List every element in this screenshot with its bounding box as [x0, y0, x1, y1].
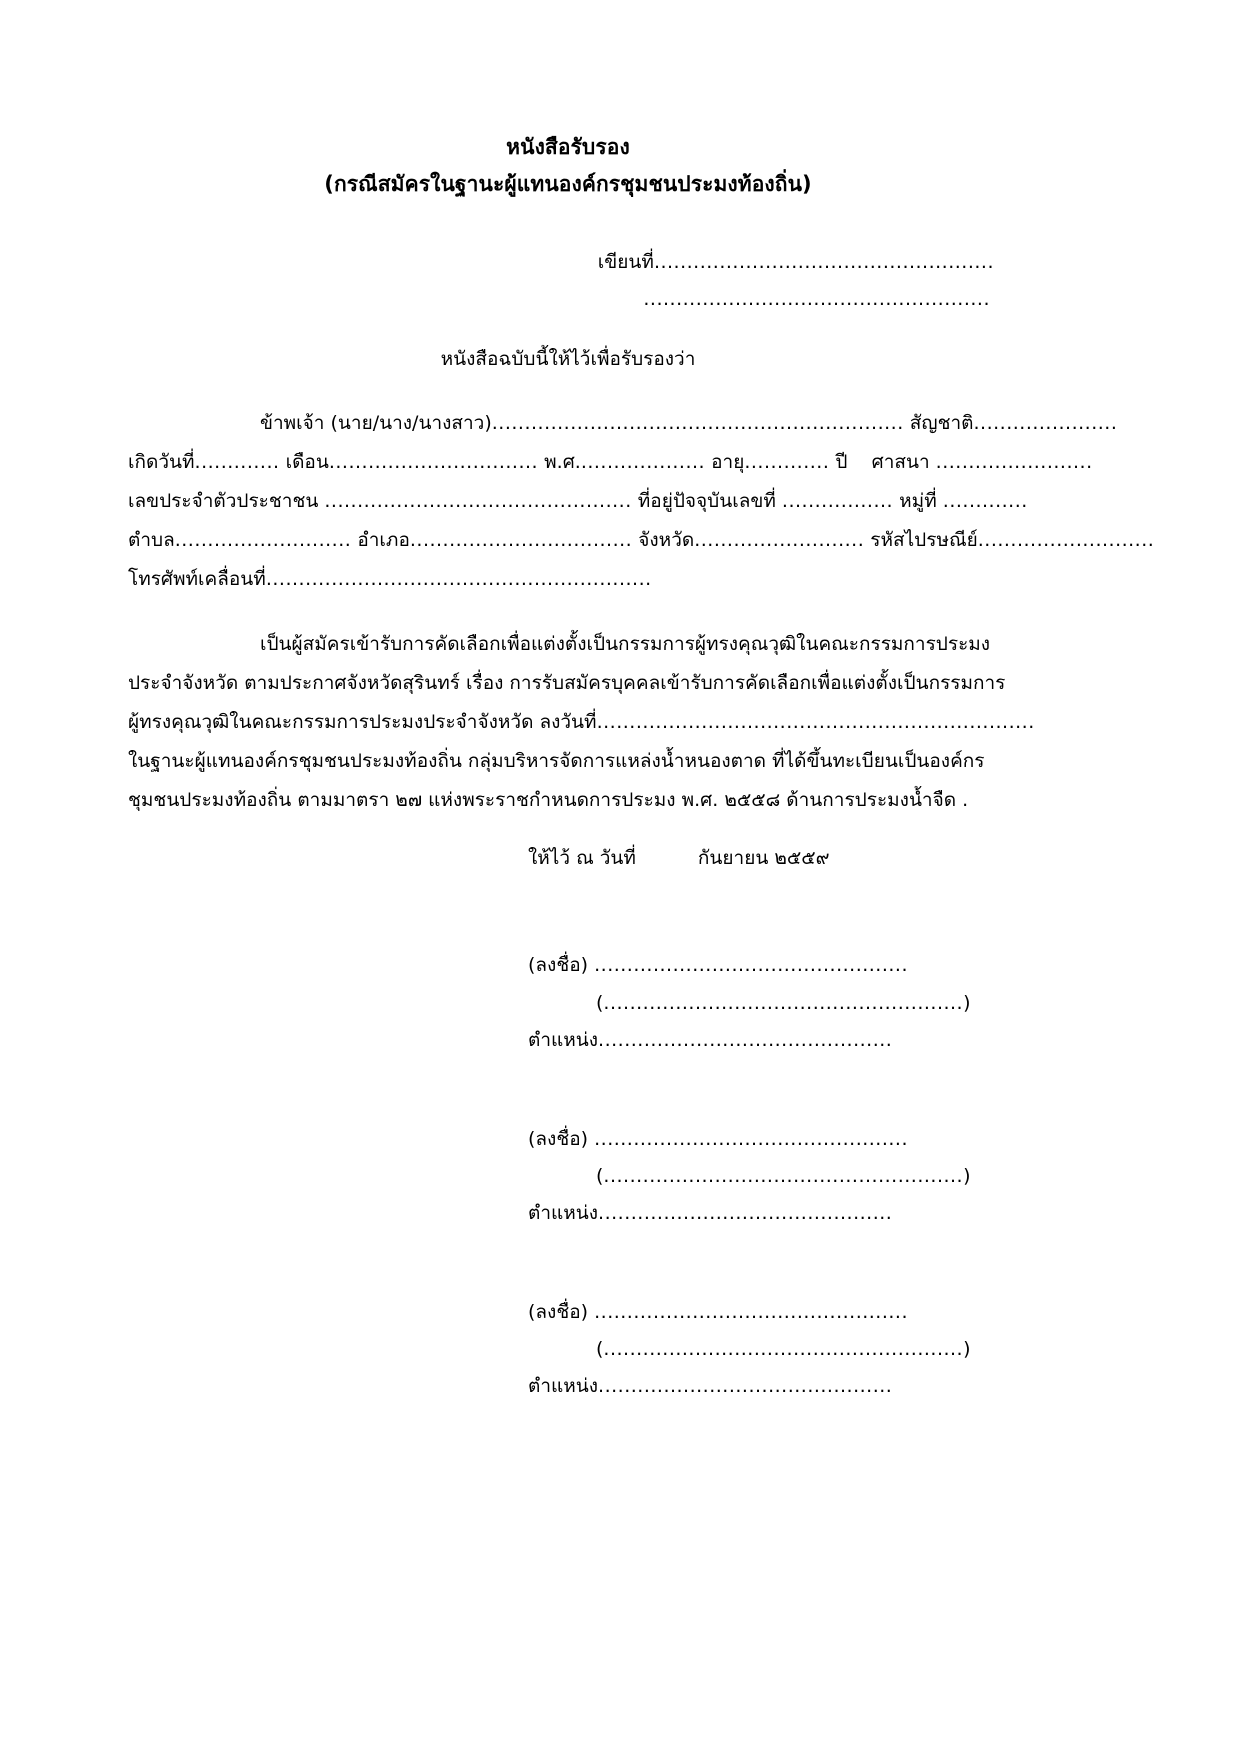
label-position-1: ตำแหน่ง [528, 1028, 599, 1051]
signature-name-row-1 [128, 985, 1008, 1022]
field-position-2: ............................................. [598, 1201, 893, 1224]
label-amphoe: อำเภอ [357, 528, 410, 551]
field-moo: ............. [942, 489, 1028, 512]
body-line-3 [128, 703, 1035, 742]
signature-section [128, 947, 1008, 1404]
given-on-month: กันยายน [697, 847, 769, 870]
label-position-3: ตำแหน่ง [528, 1374, 599, 1397]
body-paragraph [128, 625, 1035, 820]
body-line-2: ประจำจังหวัด ตามประกาศจังหวัดสุรินทร์ เรื่อง การรับสมัครบุคคลเข้ารับการคัดเลือกเพื่อแต่งตั้งเป็นกรรมการ [128, 671, 1006, 694]
field-sign-name-3: ....................................................... [603, 1337, 964, 1360]
field-sign-1: ................................................ [594, 954, 909, 977]
field-religion: ........................ [935, 451, 1093, 474]
signature-block-3 [128, 1294, 1008, 1405]
field-announcement-date: ................................................................... [596, 710, 1035, 733]
label-nationality: สัญชาติ [909, 412, 974, 435]
label-national-id: เลขประจำตัวประชาชน [128, 489, 319, 512]
field-position-3: ............................................. [598, 1374, 893, 1397]
signature-row-1 [128, 947, 1008, 984]
label-years-unit: ปี [835, 451, 848, 474]
document-content [128, 0, 1155, 1405]
personal-info-block [128, 404, 1155, 599]
label-position-2: ตำแหน่ง [528, 1201, 599, 1224]
body-line-5: ชุมชนประมงท้องถิ่น ตามมาตรา ๒๗ แห่งพระราชกำหนดการประมง พ.ศ. ๒๕๕๘ ด้านการประมงน้ำจืด . [128, 788, 969, 811]
info-line-mobile [128, 560, 1008, 599]
given-on-line [128, 843, 1008, 873]
label-mobile-phone: โทรศัพท์เคลื่อนที่ [128, 567, 266, 590]
field-sign-3: ................................................ [594, 1300, 909, 1323]
info-line-birth [128, 443, 1093, 482]
written-at-label: เขียนที่ [597, 251, 654, 273]
signature-block-1 [128, 947, 1008, 1058]
body-line-3-prefix: ผู้ทรงคุณวุฒิในคณะกรรมการประมงประจำจังหวัด [128, 710, 534, 733]
field-tambon: ........................... [174, 528, 352, 551]
label-birth-year: พ.ศ. [544, 451, 581, 474]
paren-open-1: ( [596, 991, 604, 1014]
label-sign-3: (ลงชื่อ) [528, 1300, 589, 1323]
field-age: ............. [744, 451, 830, 474]
label-birth-month: เดือน [285, 451, 329, 474]
written-at-line-2 [128, 281, 1008, 318]
field-sign-name-1: ....................................................... [603, 991, 964, 1014]
field-applicant-name: ............................................................... [491, 412, 904, 435]
paren-close-3: ) [963, 1337, 971, 1360]
label-religion: ศาสนา [871, 451, 930, 474]
signature-row-2 [128, 1121, 1008, 1158]
label-given-on: ให้ไว้ ณ วันที่ [528, 847, 636, 870]
label-sign-1: (ลงชื่อ) [528, 954, 589, 977]
label-moo: หมู่ที่ [899, 489, 937, 512]
field-nationality: ...................... [973, 412, 1118, 435]
signature-name-row-3 [128, 1331, 1008, 1368]
label-age: อายุ [711, 451, 745, 474]
label-applicant-name: ข้าพเจ้า (นาย/นาง/นางสาว) [260, 412, 492, 435]
paren-close-1: ) [963, 991, 971, 1014]
written-at-dots-2: ..................................................... [643, 288, 990, 311]
label-announcement-date: ลงวันที่ [539, 710, 597, 733]
field-postcode: ........................... [977, 528, 1155, 551]
signature-position-row-2 [128, 1195, 1008, 1232]
written-at-line-1 [128, 244, 1008, 281]
field-sign-name-2: ....................................................... [603, 1164, 964, 1187]
info-line-id-address [128, 482, 1028, 521]
field-province: .......................... [694, 528, 865, 551]
intro-statement: หนังสือฉบับนี้ให้ไว้เพื่อรับรองว่า [440, 348, 696, 371]
field-birth-month: ................................ [328, 451, 539, 474]
signature-name-row-2 [128, 1158, 1008, 1195]
paren-open-3: ( [596, 1337, 604, 1360]
field-birth-day: ............. [194, 451, 280, 474]
field-amphoe: .................................. [409, 528, 633, 551]
field-national-id: ............................................... [324, 489, 632, 512]
written-at-dots-1: .................................................... [653, 251, 994, 273]
label-sign-2: (ลงชื่อ) [528, 1127, 589, 1150]
label-postcode: รหัสไปรษณีย์ [870, 528, 978, 551]
label-tambon: ตำบล [128, 528, 175, 551]
written-at-block [128, 244, 1008, 318]
label-current-address: ที่อยู่ปัจจุบันเลขที่ [637, 489, 776, 512]
paren-close-2: ) [963, 1164, 971, 1187]
field-position-1: ............................................. [598, 1028, 893, 1051]
body-line-4: ในฐานะผู้แทนองค์กรชุมชนประมงท้องถิ่น กลุ่มบริหารจัดการแหล่งน้ำหนองตาด ที่ได้ขึ้นทะเบียนเป็นองค์กร [128, 749, 985, 772]
signature-row-3 [128, 1294, 1008, 1331]
given-on-year: ๒๕๕๙ [774, 847, 830, 870]
body-line-1: เป็นผู้สมัครเข้ารับการคัดเลือกเพื่อแต่งตั้งเป็นกรรมการผู้ทรงคุณวุฒิในคณะกรรมการประมง [260, 632, 991, 655]
field-current-address: ................. [781, 489, 894, 512]
signature-block-2 [128, 1121, 1008, 1232]
page-subtitle: (กรณีสมัครในฐานะผู้แทนองค์กรชุมชนประมงท้องถิ่น) [324, 171, 812, 196]
field-mobile-phone: ........................................................... [265, 567, 652, 590]
field-sign-2: ................................................ [594, 1127, 909, 1150]
field-birth-year: ................... [580, 451, 706, 474]
page-title: หนังสือรับรอง [506, 135, 630, 159]
label-birth-day: เกิดวันที่ [128, 451, 195, 474]
label-province: จังหวัด [638, 528, 695, 551]
signature-position-row-3 [128, 1368, 1008, 1405]
title-block [128, 132, 1008, 200]
signature-position-row-1 [128, 1022, 1008, 1059]
paren-open-2: ( [596, 1164, 604, 1187]
info-line-name [128, 404, 1118, 443]
info-line-locality [128, 521, 1155, 560]
